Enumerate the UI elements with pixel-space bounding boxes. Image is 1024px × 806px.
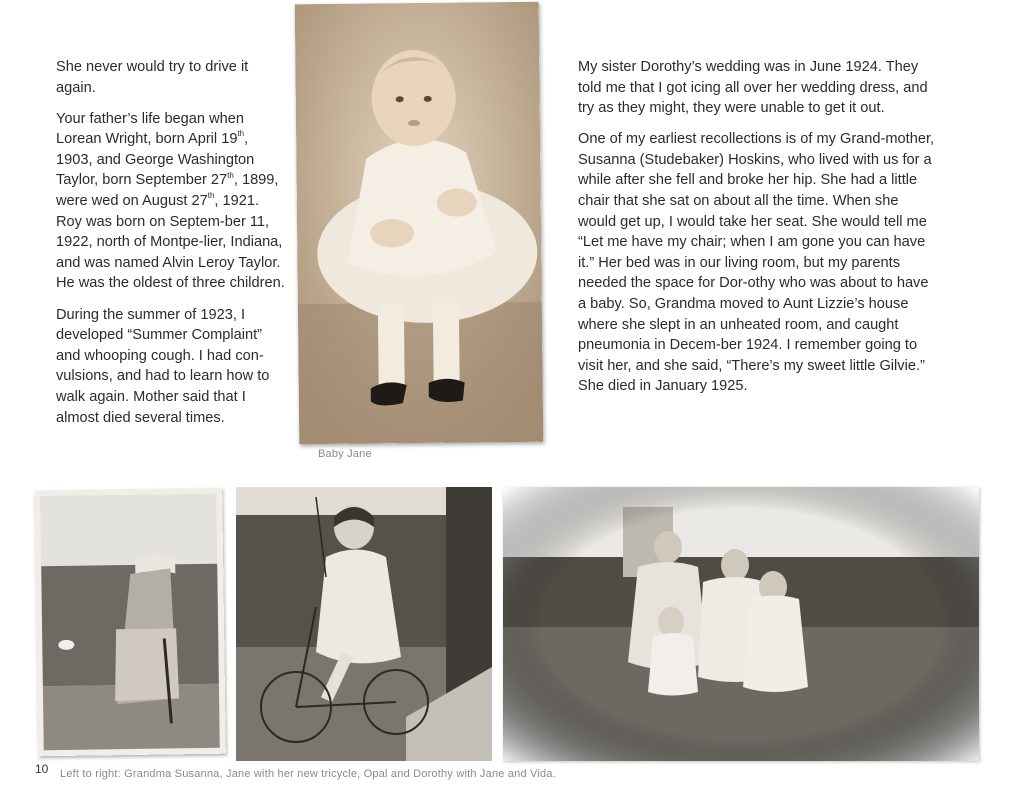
text-fragment: , 1903, and George Washington Taylor, born September 27 [56, 131, 255, 189]
ordinal-suffix: th [237, 129, 245, 139]
paragraph-drive: She never would try to drive it again. [56, 59, 249, 96]
baby-photo-caption: Baby Jane [318, 448, 372, 460]
grandma-photo-image [34, 488, 226, 757]
grandma-susanna-photo [34, 488, 226, 757]
paragraph-summer-1923: During the summer of 1923, I developed “Summer Complaint” and whooping cough. I had con-vulsions, and had to learn how to walk again. Mother said that I almost died several times. [56, 306, 270, 426]
group-photo-image [503, 487, 979, 761]
opal-dorothy-jane-vida-photo [503, 487, 979, 761]
paragraph-grandmother-recollection: One of my earliest recollections is of my Grand-mother, Susanna (Studebaker) Hoskins, who lived with us for a while after she fell and broke her hip. She had a little chair that she sat on about all the time. When she would get up, I would take her seat. She would tell me “Let me have my chair; when I am gone you can have it.” Her bed was in our living room, but my parents needed the space for Dor-othy who was about to have a baby. So, Grandma moved to Aunt Lizzie’s house where she slept in an unheated room, and caught pneumonia in Decem-ber 1924. I remember going to visit her, and she said, “There’s my sweet little Gilvie.” She died in January 1925. [578, 131, 935, 395]
jane-tricycle-photo [236, 487, 492, 761]
paragraph-father-life [56, 109, 288, 294]
bottom-photos-caption: Left to right: Grandma Susanna, Jane with her new tricycle, Opal and Dorothy with Jane and Vida. [60, 768, 556, 780]
left-text-column [56, 57, 288, 439]
baby-photo-image [295, 2, 544, 445]
text-fragment: , 1921. Roy was born on Septem-ber 11, 1922, north of Montpe-lier, Indiana, and was named Alvin Leroy Taylor. He was the oldest of three children. [56, 193, 285, 292]
text-fragment: , 1899, were wed on August 27 [56, 172, 279, 210]
baby-jane-photo [295, 2, 544, 445]
ordinal-suffix: th [227, 170, 234, 180]
tricycle-photo-image [236, 487, 492, 761]
ordinal-suffix: th [207, 191, 215, 201]
right-text-column [578, 57, 940, 408]
paragraph-dorothy-wedding: My sister Dorothy’s wedding was in June 1924. They told me that I got icing all over her wedding dress, and try as they might, they were unable to get it out. [578, 59, 928, 117]
text-fragment: Your father’s life began when Lorean Wright, born April 19 [56, 110, 244, 148]
page-number: 10 [35, 762, 49, 776]
